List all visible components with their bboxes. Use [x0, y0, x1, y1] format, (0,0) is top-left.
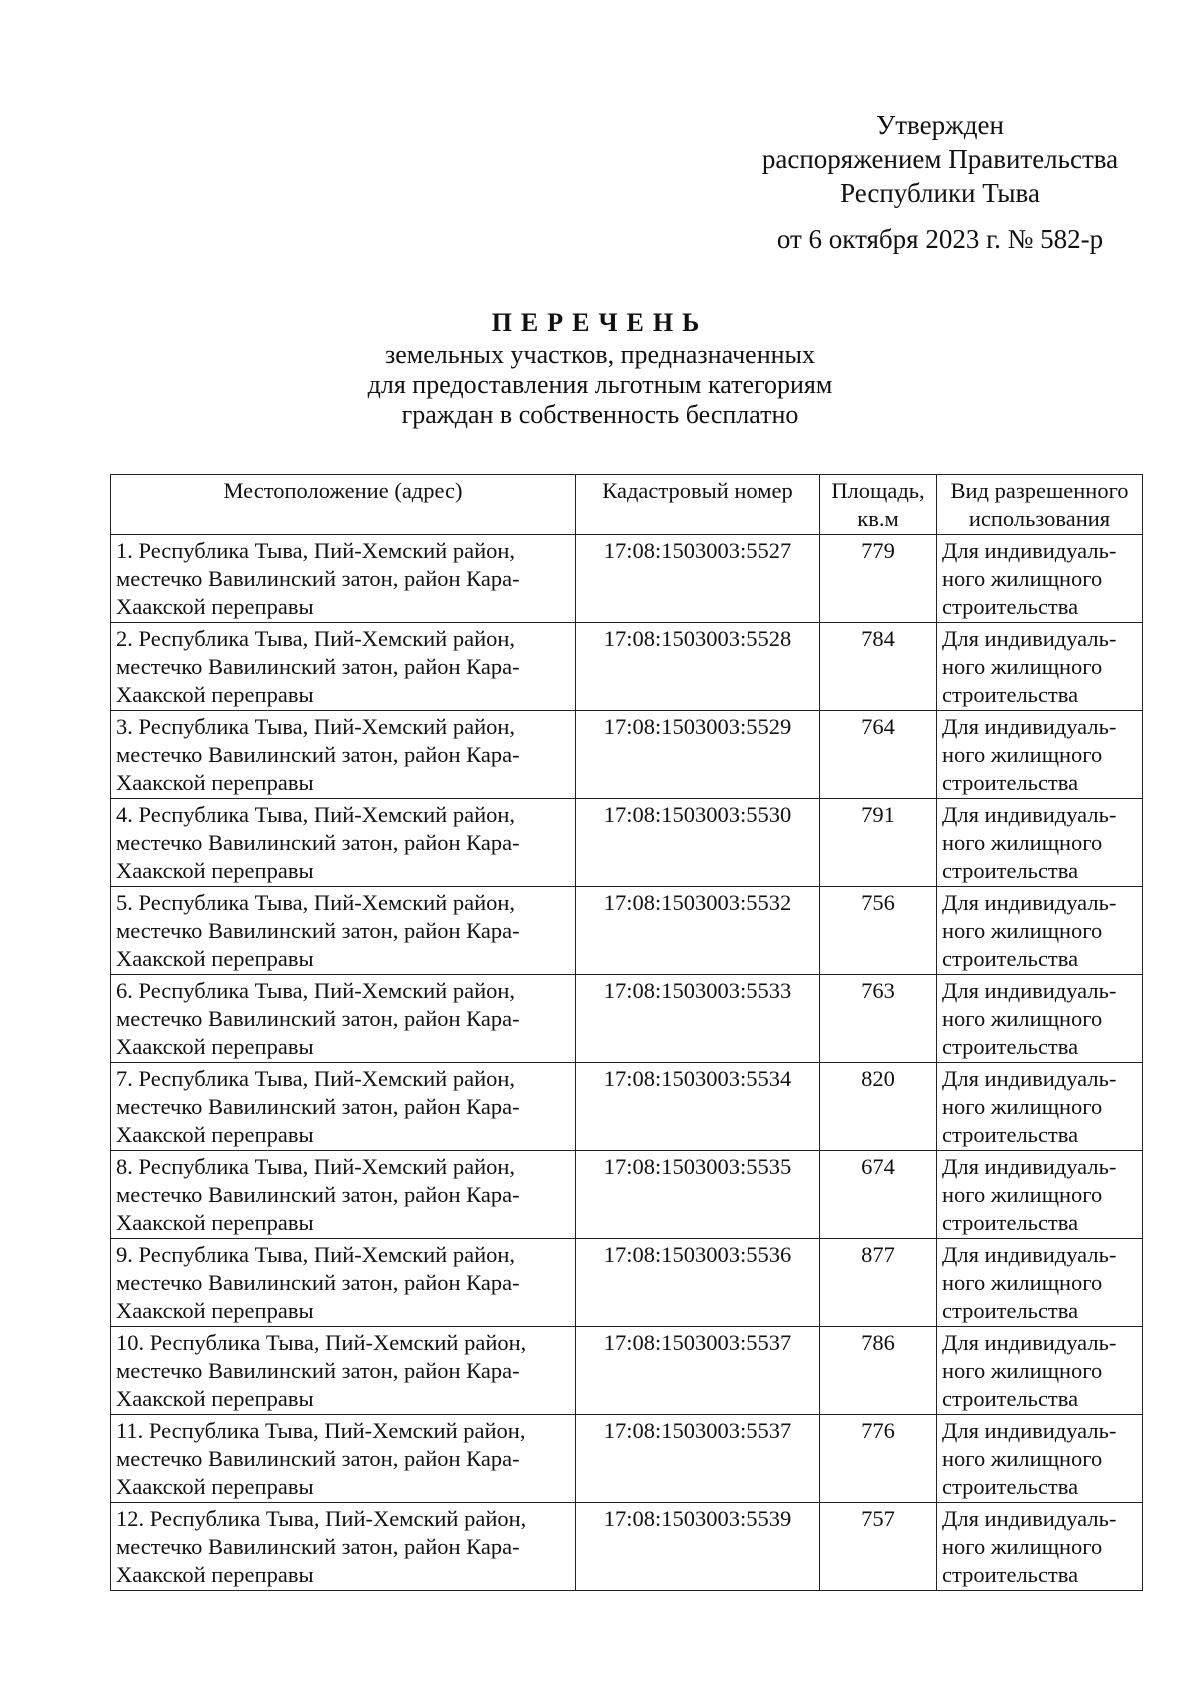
cell-area: 757 [820, 1503, 937, 1591]
table-body [111, 535, 1143, 1591]
table-row [111, 1239, 1143, 1327]
approval-line-republic: Республики Тыва [840, 178, 1040, 208]
cell-permitted-use: Для индивидуаль- ного жилищного строительства [937, 975, 1143, 1063]
cell-cadastral-number: 17:08:1503003:5537 [576, 1327, 820, 1415]
cell-permitted-use: Для индивидуаль- ного жилищного строительства [937, 535, 1143, 623]
cell-address: 8. Республика Тыва, Пий-Хемский район, местечко Вавилинский затон, район Кара- Хаакской переправы [111, 1151, 576, 1239]
header-address: Местоположение (адрес) [111, 475, 576, 535]
cell-cadastral-number: 17:08:1503003:5535 [576, 1151, 820, 1239]
header-area: Площадь, кв.м [820, 475, 937, 535]
cell-area: 756 [820, 887, 937, 975]
table-row [111, 1151, 1143, 1239]
table-row [111, 535, 1143, 623]
cell-address: 2. Республика Тыва, Пий-Хемский район, местечко Вавилинский затон, район Кара- Хаакской переправы [111, 623, 576, 711]
cell-address: 9. Республика Тыва, Пий-Хемский район, местечко Вавилинский затон, район Кара- Хаакской переправы [111, 1239, 576, 1327]
table-row [111, 1327, 1143, 1415]
table-header [111, 475, 1143, 535]
cell-area: 820 [820, 1063, 937, 1151]
approval-block [740, 108, 1140, 256]
table-row [111, 623, 1143, 711]
cell-cadastral-number: 17:08:1503003:5533 [576, 975, 820, 1063]
document-subtitle-line-1: земельных участков, предназначенных [384, 340, 815, 369]
document-subtitle-line-3: граждан в собственность бесплатно [401, 400, 799, 429]
cell-permitted-use: Для индивидуаль- ного жилищного строительства [937, 1063, 1143, 1151]
cell-address: 3. Республика Тыва, Пий-Хемский район, местечко Вавилинский затон, район Кара- Хаакской переправы [111, 711, 576, 799]
cell-address: 5. Республика Тыва, Пий-Хемский район, местечко Вавилинский затон, район Кара- Хаакской переправы [111, 887, 576, 975]
table-header-row [111, 475, 1143, 535]
cell-cadastral-number: 17:08:1503003:5527 [576, 535, 820, 623]
cell-address: 7. Республика Тыва, Пий-Хемский район, местечко Вавилинский затон, район Кара- Хаакской переправы [111, 1063, 576, 1151]
approval-line-order: распоряжением Правительства [761, 144, 1119, 174]
cell-area: 877 [820, 1239, 937, 1327]
cell-permitted-use: Для индивидуаль- ного жилищного строительства [937, 1327, 1143, 1415]
cell-address: 10. Республика Тыва, Пий-Хемский район, местечко Вавилинский затон, район Кара- Хаакской переправы [111, 1327, 576, 1415]
cell-permitted-use: Для индивидуаль- ного жилищного строительства [937, 711, 1143, 799]
document-heading [0, 306, 1200, 430]
cell-permitted-use: Для индивидуаль- ного жилищного строительства [937, 1503, 1143, 1591]
table-row [111, 711, 1143, 799]
table-row [111, 799, 1143, 887]
cell-area: 791 [820, 799, 937, 887]
cell-area: 674 [820, 1151, 937, 1239]
cell-address: 11. Республика Тыва, Пий-Хемский район, местечко Вавилинский затон, район Кара- Хаакской переправы [111, 1415, 576, 1503]
cell-cadastral-number: 17:08:1503003:5534 [576, 1063, 820, 1151]
cell-area: 784 [820, 623, 937, 711]
table-row [111, 1063, 1143, 1151]
cell-address: 6. Республика Тыва, Пий-Хемский район, местечко Вавилинский затон, район Кара- Хаакской переправы [111, 975, 576, 1063]
cell-cadastral-number: 17:08:1503003:5530 [576, 799, 820, 887]
cell-permitted-use: Для индивидуаль- ного жилищного строительства [937, 799, 1143, 887]
cell-area: 779 [820, 535, 937, 623]
table-row [111, 1503, 1143, 1591]
cell-address: 12. Республика Тыва, Пий-Хемский район, местечко Вавилинский затон, район Кара- Хаакской переправы [111, 1503, 576, 1591]
cell-area: 763 [820, 975, 937, 1063]
approval-line-approved: Утвержден [876, 110, 1004, 140]
cell-permitted-use: Для индивидуаль- ного жилищного строительства [937, 1415, 1143, 1503]
cell-cadastral-number: 17:08:1503003:5529 [576, 711, 820, 799]
cell-area: 764 [820, 711, 937, 799]
table-row [111, 975, 1143, 1063]
cell-cadastral-number: 17:08:1503003:5536 [576, 1239, 820, 1327]
cell-permitted-use: Для индивидуаль- ного жилищного строительства [937, 623, 1143, 711]
document-title: ПЕРЕЧЕНЬ [491, 308, 709, 337]
table-row [111, 1415, 1143, 1503]
cell-cadastral-number: 17:08:1503003:5528 [576, 623, 820, 711]
cell-address: 1. Республика Тыва, Пий-Хемский район, местечко Вавилинский затон, район Кара- Хаакской переправы [111, 535, 576, 623]
cell-cadastral-number: 17:08:1503003:5539 [576, 1503, 820, 1591]
approval-date: от 6 октября 2023 г. № 582-р [776, 224, 1104, 254]
cell-permitted-use: Для индивидуаль- ного жилищного строительства [937, 887, 1143, 975]
cell-cadastral-number: 17:08:1503003:5537 [576, 1415, 820, 1503]
document-subtitle-line-2: для предоставления льготным категориям [367, 370, 833, 399]
cell-cadastral-number: 17:08:1503003:5532 [576, 887, 820, 975]
cell-area: 786 [820, 1327, 937, 1415]
cell-area: 776 [820, 1415, 937, 1503]
header-cadastral-number: Кадастровый номер [576, 475, 820, 535]
cell-permitted-use: Для индивидуаль- ного жилищного строительства [937, 1151, 1143, 1239]
cell-address: 4. Республика Тыва, Пий-Хемский район, местечко Вавилинский затон, район Кара- Хаакской переправы [111, 799, 576, 887]
cell-permitted-use: Для индивидуаль- ного жилищного строительства [937, 1239, 1143, 1327]
land-parcels-table [110, 474, 1143, 1591]
table-row [111, 887, 1143, 975]
header-permitted-use: Вид разрешенного использования [937, 475, 1143, 535]
